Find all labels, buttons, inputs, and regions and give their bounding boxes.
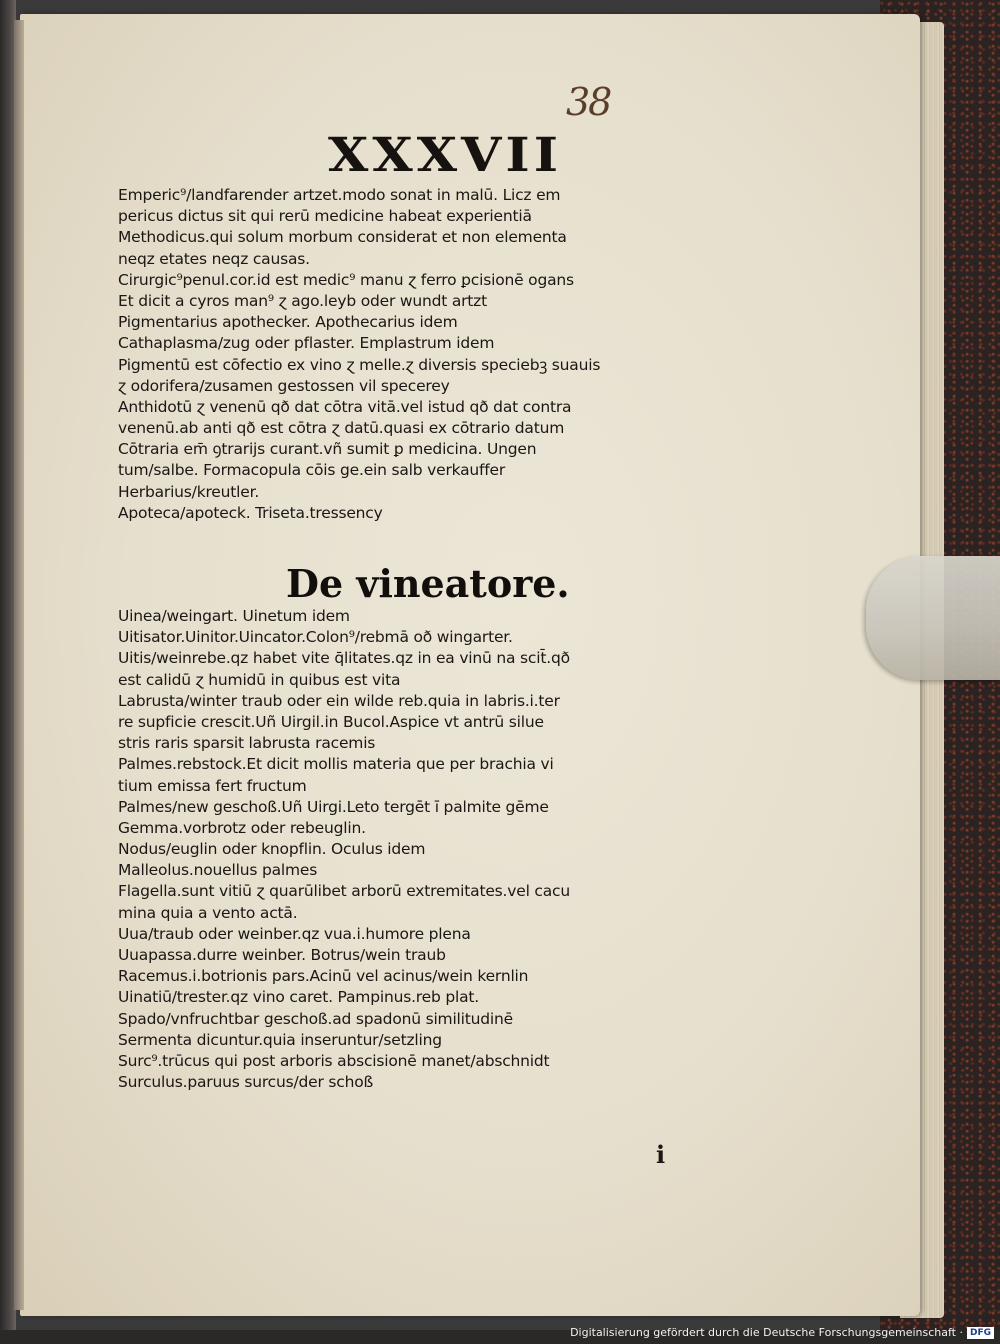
text-line: pericus dictus sit qui rerū medicine habeat experientiā	[118, 207, 532, 226]
text-line: Malleolus.nouellus palmes	[118, 861, 318, 880]
text-block-bottom	[118, 606, 718, 1093]
text-line: Et dicit a cyros man⁹ ɀ ago.leyb oder wundt artzt	[118, 291, 487, 310]
text-line: stris raris sparsit labrusta racemis	[118, 734, 376, 753]
text-line: Cathaplasma/zug oder pflaster. Emplastrum idem	[118, 334, 495, 353]
text-line: Flagella.sunt vitiū ɀ quarūlibet arborū extremitates.vel cacu	[118, 882, 570, 901]
text-line: Apoteca/apoteck. Triseta.tressency	[118, 503, 383, 522]
gutter-shadow	[14, 20, 24, 1310]
text-line: Herbarius/kreutler.	[118, 482, 260, 501]
text-line: Spado/vnfruchtbar geschoß.ad spadonū similitudinē	[118, 1009, 513, 1028]
dfg-logo-icon: DFG	[967, 1327, 994, 1339]
text-line: Uitis/weinrebe.qz habet vite q̄litates.qz in ea vinū na scit̄.qð	[118, 649, 570, 668]
text-line: Labrusta/winter traub oder ein wilde reb.quia in labris.i.ter	[118, 691, 560, 710]
text-line: Sermenta dicuntur.quia inseruntur/setzling	[118, 1030, 442, 1049]
text-line: Uitisator.Uinitor.Uincator.Colon⁹/rebmā oð wingarter.	[118, 628, 513, 647]
text-line: Pigmentarius apothecker. Apothecarius idem	[118, 313, 458, 332]
text-line: Pigmentū est cōfectio ex vino ɀ melle.ɀ diversis speciebꝫ suauis	[118, 355, 601, 374]
footer-credit	[570, 1326, 994, 1339]
page-heading: XXXVII	[328, 128, 563, 183]
text-line: Palmes.rebstock.Et dicit mollis materia que per brachia vi	[118, 755, 554, 774]
signature-mark: i	[656, 1140, 666, 1169]
text-line: venenū.ab anti qð est cōtra ɀ datū.quasi ex cōtrario datum	[118, 419, 565, 438]
text-line: Gemma.vorbrotz oder rebeuglin.	[118, 818, 366, 837]
text-line: Surculus.paruus surcus/der schoß	[118, 1073, 374, 1092]
section-heading: De vineatore.	[286, 561, 570, 606]
text-line: Uinatiū/trester.qz vino caret. Pampinus.reb plat.	[118, 988, 479, 1007]
text-line: Uua/traub oder weinber.qz vua.i.humore plena	[118, 924, 471, 943]
text-line: neqz etates neqz causas.	[118, 249, 310, 268]
text-line: Uuapassa.durre weinber. Botrus/wein traub	[118, 946, 446, 964]
text-line: tium emissa fert fructum	[118, 776, 307, 795]
text-line: ɀ odorifera/zusamen gestossen vil specerey	[118, 376, 450, 395]
text-line: Emperic⁹/landfarender artzet.modo sonat in malū. Licz em	[118, 186, 561, 204]
text-line: Methodicus.qui solum morbum considerat et non elementa	[118, 228, 567, 247]
text-line: mina quia a vento actā.	[118, 903, 298, 922]
text-line: Nodus/euglin oder knopflin. Oculus idem	[118, 840, 426, 859]
text-line: Cōtraria em̄ ꝯtrarijs curant.vñ sumit ꝑ medicina. Ungen	[118, 440, 537, 459]
text-line: Anthidotū ɀ venenū qð dat cōtra vitā.vel istud qð dat contra	[118, 397, 572, 416]
text-line: est calidū ɀ humidū in quibus est vita	[118, 670, 401, 689]
folio-number: 38	[566, 80, 611, 124]
text-line: Cirurgic⁹penul.cor.id est medic⁹ manu ɀ ferro ꝑcisionē ogans	[118, 270, 574, 289]
text-line: Palmes/new geschoß.Uñ Uirgi.Leto tergēt ī palmite gēme	[118, 797, 549, 816]
page-clip	[866, 556, 1000, 680]
text-line: tum/salbe. Formacopula cōis ge.ein salb verkauffer	[118, 461, 506, 480]
text-line: re supficie crescit.Uñ Uirgil.in Bucol.Aspice vt antrū silue	[118, 712, 544, 731]
text-line: Surc⁹.trūcus qui post arboris abscisionē manet/abschnidt	[118, 1051, 550, 1070]
text-line: Racemus.i.botrionis pars.Acinū vel acinus/wein kernlin	[118, 967, 529, 986]
text-line: Uinea/weingart. Uinetum idem	[118, 607, 350, 625]
footer-text: Digitalisierung gefördert durch die Deutsche Forschungsgemeinschaft ·	[570, 1326, 963, 1339]
text-block-top	[118, 185, 718, 524]
